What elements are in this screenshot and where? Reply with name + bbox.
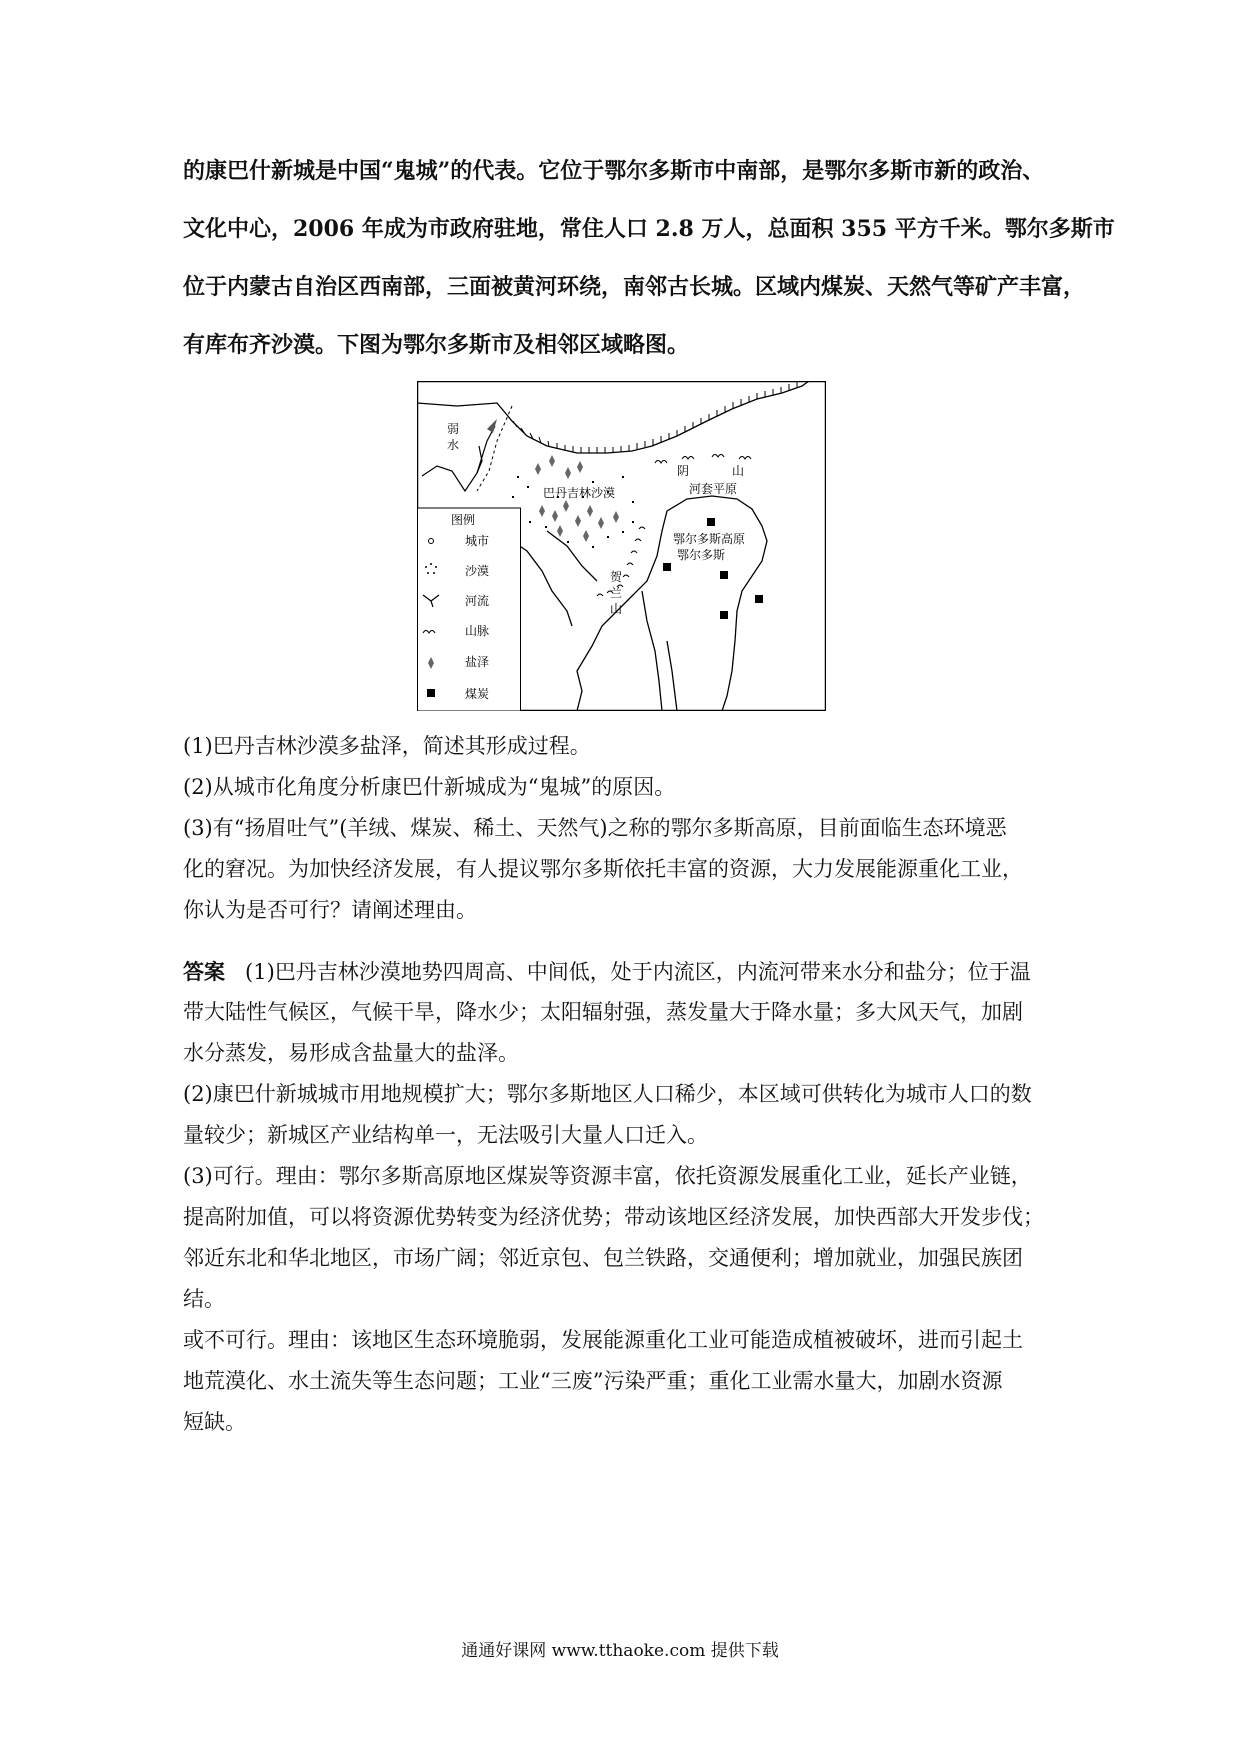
answers <box>183 951 1063 1443</box>
label-hetao-plain: 河套平原 <box>689 482 738 496</box>
answer-1-text: (1)巴丹吉林沙漠地势四周高、中间低，处于内流区，内流河带来水分和盐分；位于温 <box>245 960 1031 984</box>
question-3-line: 化的窘况。为加快经济发展，有人提议鄂尔多斯依托丰富的资源，大力发展能源重化工业， <box>183 857 1023 881</box>
legend-coal-icon <box>427 689 435 697</box>
label-shui: 水 <box>447 438 460 452</box>
question-2: (2)从城市化角度分析康巴什新城成为“鬼城”的原因。 <box>183 775 676 799</box>
label-helan-3: 山 <box>610 602 623 616</box>
answer-3-line: 短缺。 <box>183 1410 246 1434</box>
answer-3-line: 提高附加值，可以将资源优势转变为经济优势；带动该地区经济发展，加快西部大开发步伐； <box>183 1205 1044 1229</box>
legend-desert: 沙漠 <box>465 564 490 578</box>
label-helan-2: 兰 <box>610 586 623 600</box>
label-ordos-city: 鄂尔多斯 <box>677 548 726 562</box>
answer-3-line: 地荒漠化、水土流失等生态问题；工业“三废”污染严重；重化工业需水量大，加剧水资源 <box>183 1369 1003 1393</box>
label-badanjilin-desert: 巴丹吉林沙漠 <box>543 486 616 500</box>
answer-1-line <box>183 951 1063 992</box>
intro-line: 位于内蒙古自治区西南部，三面被黄河环绕，南邻古长城。区域内煤炭、天然气等矿产丰富， <box>183 274 1086 300</box>
label-helan-1: 贺 <box>610 570 623 584</box>
answer-1-line: 带大陆性气候区，气候干旱，降水少；太阳辐射强，蒸发量大于降水量；多大风天气，加剧 <box>183 1000 1023 1024</box>
intro-line: 有库布齐沙漠。下图为鄂尔多斯市及相邻区域略图。 <box>183 332 690 358</box>
legend-salt-lake: 盐泽 <box>465 655 490 669</box>
label-yin: 阴 <box>677 464 690 478</box>
answer-2-line: 量较少；新城区产业结构单一，无法吸引大量人口迁入。 <box>183 1123 708 1147</box>
legend-mountain: 山脉 <box>465 624 490 638</box>
label-ruo: 弱 <box>447 422 460 436</box>
question-1: (1)巴丹吉林沙漠多盐泽，简述其形成过程。 <box>183 734 591 758</box>
map-legend <box>418 508 521 711</box>
answer-3-line: (3)可行。理由：鄂尔多斯高原地区煤炭等资源丰富，依托资源发展重化工业，延长产业链， <box>183 1164 1032 1188</box>
intro-line: 文化中心，2006 年成为市政府驻地，常住人口 2.8 万人，总面积 355 平方千米。鄂尔多斯市 <box>183 216 1115 242</box>
question-3-line: 你认为是否可行？请阐述理由。 <box>183 898 477 922</box>
questions <box>183 726 1063 931</box>
legend-title: 图例 <box>451 513 476 527</box>
answer-2-line: (2)康巴什新城城市用地规模扩大；鄂尔多斯地区人口稀少，本区域可供转化为城市人口的数 <box>183 1082 1032 1106</box>
legend-coal: 煤炭 <box>465 687 490 701</box>
answer-3-line: 邻近东北和华北地区，市场广阔；邻近京包、包兰铁路，交通便利；增加就业，加强民族团 <box>183 1246 1023 1270</box>
answer-1-line: 水分蒸发，易形成含盐量大的盐泽。 <box>183 1041 519 1065</box>
label-ordos-plateau: 鄂尔多斯高原 <box>673 532 746 546</box>
answer-label: 答案 <box>183 959 225 984</box>
legend-city: 城市 <box>465 534 490 548</box>
answer-3-line: 或不可行。理由：该地区生态环境脆弱，发展能源重化工业可能造成植被破坏，进而引起土 <box>183 1328 1023 1352</box>
answer-3-line: 结。 <box>183 1287 225 1311</box>
label-shan: 山 <box>732 464 745 478</box>
ordos-region-map <box>417 381 826 711</box>
legend-river: 河流 <box>465 594 490 608</box>
page-footer: 通通好课网 www.tthaoke.com 提供下载 <box>461 1641 779 1661</box>
question-3-line: (3)有“扬眉吐气”(羊绒、煤炭、稀土、天然气)之称的鄂尔多斯高原，目前面临生态环境恶 <box>183 816 1007 840</box>
intro-line: 的康巴什新城是中国“鬼城”的代表。它位于鄂尔多斯市中南部，是鄂尔多斯市新的政治、 <box>183 158 1045 184</box>
intro-paragraph <box>183 142 1115 374</box>
